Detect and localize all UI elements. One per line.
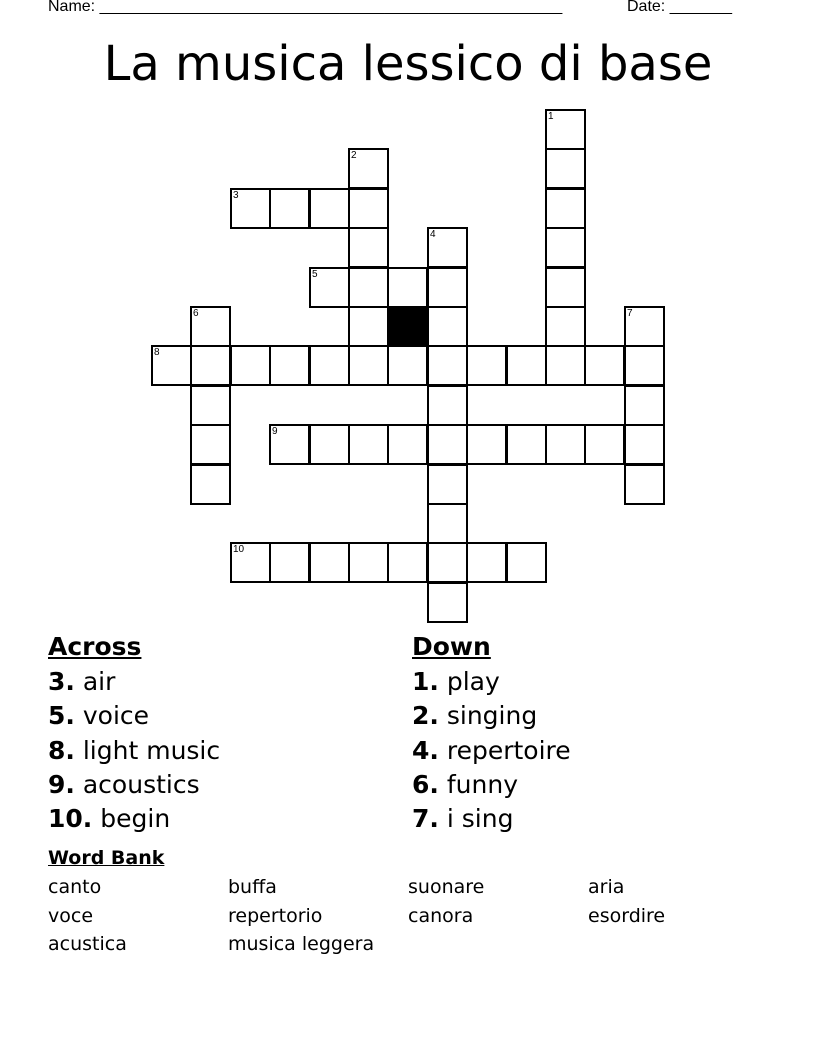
crossword-cell[interactable] xyxy=(427,306,468,347)
crossword-cell[interactable] xyxy=(348,148,389,189)
name-field[interactable]: Name: ____________________________________________________ xyxy=(48,0,563,15)
crossword-cell[interactable] xyxy=(348,188,389,229)
crossword-cell[interactable] xyxy=(545,188,586,229)
clue-down-7: 7. i sing xyxy=(412,804,514,834)
crossword-cell[interactable] xyxy=(427,503,468,544)
crossword-cell[interactable] xyxy=(545,345,586,386)
crossword-cell[interactable] xyxy=(545,148,586,189)
crossword-cell[interactable] xyxy=(309,188,350,229)
word-bank-item: suonare xyxy=(408,876,485,898)
clue-number: 2 xyxy=(351,150,357,161)
crossword-cell[interactable] xyxy=(348,306,389,347)
crossword-cell[interactable] xyxy=(427,345,468,386)
crossword-cell[interactable] xyxy=(624,385,665,426)
clue-number: 9 xyxy=(272,426,278,437)
clue-across-3: 3. air xyxy=(48,667,116,696)
clue-across-5: 5. voice xyxy=(48,701,150,731)
word-bank-item: voce xyxy=(48,904,94,927)
crossword-cell[interactable] xyxy=(506,542,547,583)
word-bank-item: buffa xyxy=(228,876,277,898)
crossword-cell[interactable] xyxy=(190,385,231,426)
crossword-cell[interactable] xyxy=(348,227,389,268)
crossword-cell[interactable] xyxy=(584,345,625,386)
crossword-cell[interactable] xyxy=(624,306,665,347)
crossword-cell[interactable] xyxy=(348,345,389,386)
crossword-cell[interactable] xyxy=(624,345,665,386)
crossword-cell[interactable] xyxy=(545,424,586,465)
crossword-cell[interactable] xyxy=(466,345,507,386)
crossword-cell[interactable] xyxy=(269,424,310,465)
crossword-cell[interactable] xyxy=(387,267,428,308)
crossword-cell[interactable] xyxy=(190,424,231,465)
down-heading: Down xyxy=(412,632,491,661)
down-clues xyxy=(412,665,571,836)
crossword-cell[interactable] xyxy=(190,464,231,505)
crossword-cell[interactable] xyxy=(309,542,350,583)
crossword-cell[interactable] xyxy=(506,424,547,465)
crossword-cell[interactable] xyxy=(545,267,586,308)
across-clues xyxy=(48,665,220,836)
word-bank-heading: Word Bank xyxy=(48,847,165,869)
crossword-cell[interactable] xyxy=(269,345,310,386)
word-bank-item: repertorio xyxy=(228,904,323,927)
clue-number: 8 xyxy=(154,347,160,358)
clue-down-6: 6. funny xyxy=(412,769,518,799)
crossword-cell[interactable] xyxy=(387,345,428,386)
crossword-cell[interactable] xyxy=(427,267,468,308)
clue-number: 10 xyxy=(233,544,245,555)
clue-across-8: 8. light music xyxy=(48,735,221,765)
clue-down-2: 2. singing xyxy=(412,701,538,731)
crossword-cell[interactable] xyxy=(466,542,507,583)
word-bank-item: esordire xyxy=(588,904,666,927)
clue-number: 3 xyxy=(233,190,239,201)
word-bank-item: aria xyxy=(588,876,625,898)
crossword-cell[interactable] xyxy=(545,306,586,347)
crossword-black-cell xyxy=(387,306,428,347)
clue-down-4: 4. repertoire xyxy=(412,735,571,765)
crossword-cell[interactable] xyxy=(230,542,271,583)
clue-number: 4 xyxy=(430,229,436,240)
crossword-cell[interactable] xyxy=(545,227,586,268)
clue-number: 1 xyxy=(548,111,554,122)
crossword-cell[interactable] xyxy=(427,542,468,583)
crossword-cell[interactable] xyxy=(309,345,350,386)
word-bank-item: musica leggera xyxy=(228,933,375,955)
crossword-cell[interactable] xyxy=(190,345,231,386)
word-bank-item: canora xyxy=(408,904,474,927)
crossword-cell[interactable] xyxy=(190,306,231,347)
crossword-cell[interactable] xyxy=(348,267,389,308)
crossword-cell[interactable] xyxy=(348,542,389,583)
crossword-cell[interactable] xyxy=(151,345,192,386)
across-heading: Across xyxy=(48,632,142,661)
crossword-cell[interactable] xyxy=(230,345,271,386)
crossword-cell[interactable] xyxy=(387,424,428,465)
clue-number: 7 xyxy=(627,308,633,319)
crossword-cell[interactable] xyxy=(427,385,468,426)
word-bank-item: acustica xyxy=(48,933,127,955)
clue-across-9: 9. acoustics xyxy=(48,769,200,799)
clue-across-10: 10. begin xyxy=(48,804,171,834)
crossword-cell[interactable] xyxy=(427,227,468,268)
crossword-cell[interactable] xyxy=(269,188,310,229)
crossword-cell[interactable] xyxy=(309,424,350,465)
crossword-cell[interactable] xyxy=(545,109,586,150)
crossword-cell[interactable] xyxy=(230,188,271,229)
word-bank xyxy=(48,873,768,959)
crossword-cell[interactable] xyxy=(506,345,547,386)
clue-down-1: 1. play xyxy=(412,667,500,696)
crossword-cell[interactable] xyxy=(624,424,665,465)
crossword-cell[interactable] xyxy=(427,424,468,465)
crossword-cell[interactable] xyxy=(309,267,350,308)
crossword-cell[interactable] xyxy=(387,542,428,583)
crossword-cell[interactable] xyxy=(466,424,507,465)
crossword-cell[interactable] xyxy=(269,542,310,583)
crossword-cell[interactable] xyxy=(624,464,665,505)
word-bank-item: canto xyxy=(48,876,102,898)
crossword-cell[interactable] xyxy=(427,464,468,505)
date-field[interactable]: Date: _______ xyxy=(627,0,732,15)
crossword-cell[interactable] xyxy=(584,424,625,465)
crossword-cell[interactable] xyxy=(427,582,468,623)
clue-number: 6 xyxy=(193,308,199,319)
clue-number: 5 xyxy=(312,269,318,280)
page-title: La musica lessico di base xyxy=(103,36,713,92)
crossword-cell[interactable] xyxy=(348,424,389,465)
